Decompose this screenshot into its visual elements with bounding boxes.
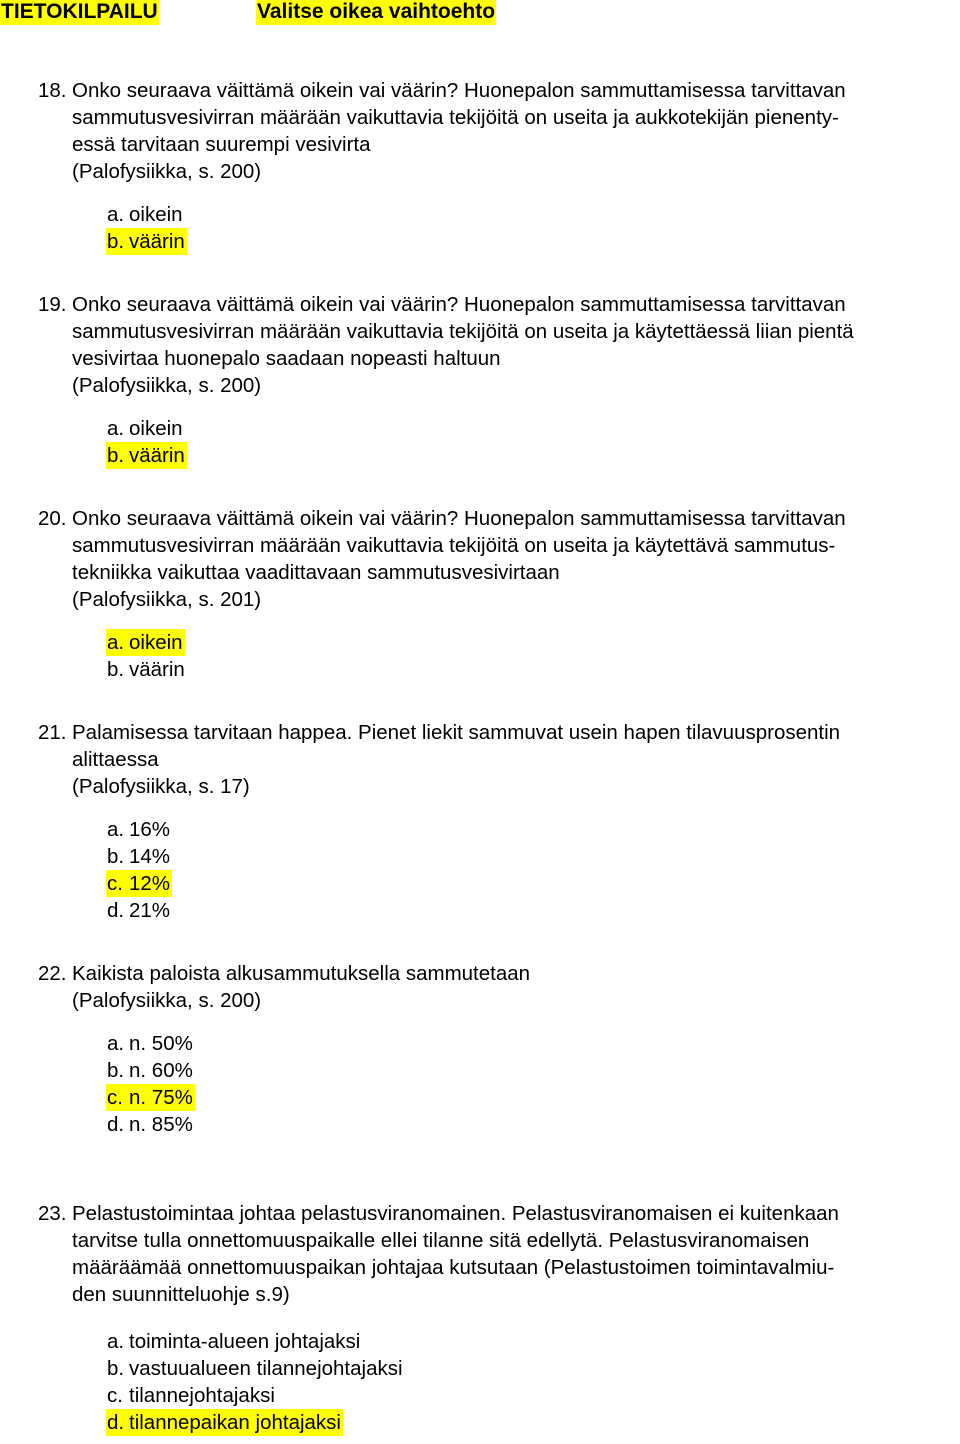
question-source: (Palofysiikka, s. 201) bbox=[72, 588, 262, 611]
question-number: 23. bbox=[38, 1202, 67, 1225]
question-text bbox=[72, 505, 948, 613]
option-text: n. 50% bbox=[129, 1032, 193, 1055]
option-letter: a. bbox=[107, 1032, 125, 1055]
question-line: Kaikista paloista alkusammutuksella sammutetaan bbox=[72, 962, 531, 985]
answer-option[interactable] bbox=[107, 1057, 948, 1084]
document-subtitle: Valitse oikea vaihtoehto bbox=[257, 0, 496, 23]
option-text: 12% bbox=[129, 872, 171, 895]
answer-option-content bbox=[107, 1384, 275, 1407]
option-letter: a. bbox=[107, 417, 125, 440]
question-line: Pelastustoimintaa johtaa pelastusviranomainen. Pelastusviranomaisen ei kuitenkaan bbox=[72, 1202, 839, 1225]
option-letter: b. bbox=[107, 845, 125, 868]
answer-option-content bbox=[107, 1032, 193, 1055]
question-line: Palamisessa tarvitaan happea. Pienet liekit sammuvat usein hapen tilavuusprosentin bbox=[72, 721, 841, 744]
answer-option[interactable] bbox=[107, 870, 948, 897]
answer-option[interactable] bbox=[107, 201, 948, 228]
answer-option-content bbox=[107, 1330, 360, 1353]
option-text: oikein bbox=[129, 631, 183, 654]
answer-option-content bbox=[107, 1357, 403, 1380]
option-text: 16% bbox=[129, 818, 171, 841]
option-text: oikein bbox=[129, 417, 183, 440]
question-line: essä tarvitaan suurempi vesivirta bbox=[72, 133, 371, 156]
question-number: 20. bbox=[38, 507, 67, 530]
question-text bbox=[72, 77, 948, 185]
question-source: (Palofysiikka, s. 200) bbox=[72, 989, 262, 1012]
correct-answer-highlight bbox=[106, 442, 187, 469]
question-19 bbox=[38, 291, 948, 469]
option-text: 21% bbox=[129, 899, 171, 922]
option-letter: a. bbox=[107, 818, 125, 841]
correct-answer-highlight bbox=[106, 1084, 195, 1111]
correct-answer-highlight bbox=[106, 1409, 343, 1436]
option-letter: b. bbox=[107, 1059, 125, 1082]
document-title: TIETOKILPAILU bbox=[1, 0, 158, 23]
option-text: n. 60% bbox=[129, 1059, 193, 1082]
answer-options bbox=[107, 201, 948, 255]
question-number: 19. bbox=[38, 293, 67, 316]
option-text: väärin bbox=[129, 658, 185, 681]
answer-option[interactable] bbox=[107, 656, 948, 683]
option-text: tilannepaikan johtajaksi bbox=[129, 1411, 341, 1434]
answer-option[interactable] bbox=[107, 1382, 948, 1409]
question-text bbox=[72, 960, 948, 1014]
question-text bbox=[72, 719, 948, 800]
question-source: (Palofysiikka, s. 200) bbox=[72, 374, 262, 397]
answer-option[interactable] bbox=[107, 1030, 948, 1057]
option-text: n. 75% bbox=[129, 1086, 193, 1109]
option-text: väärin bbox=[129, 230, 185, 253]
answer-options bbox=[107, 816, 948, 924]
question-line: alittaessa bbox=[72, 748, 159, 771]
question-number: 18. bbox=[38, 79, 67, 102]
answer-option[interactable] bbox=[107, 1111, 948, 1138]
option-letter: a. bbox=[107, 631, 125, 654]
option-letter: d. bbox=[107, 899, 125, 922]
option-letter: b. bbox=[107, 1357, 125, 1380]
question-source: (Palofysiikka, s. 200) bbox=[72, 160, 262, 183]
question-line: Onko seuraava väittämä oikein vai väärin? Huonepalon sammuttamisessa tarvittavan bbox=[72, 293, 846, 316]
answer-option[interactable] bbox=[107, 1084, 948, 1111]
option-text: toiminta-alueen johtajaksi bbox=[129, 1330, 361, 1353]
correct-answer-highlight bbox=[106, 629, 185, 656]
answer-option[interactable] bbox=[107, 228, 948, 255]
answer-option-content bbox=[107, 818, 170, 841]
correct-answer-highlight bbox=[106, 870, 172, 897]
question-number: 22. bbox=[38, 962, 67, 985]
question-number: 21. bbox=[38, 721, 67, 744]
question-22 bbox=[38, 960, 948, 1138]
question-21 bbox=[38, 719, 948, 924]
question-line: sammutusvesivirran määrään vaikuttavia tekijöitä on useita ja käytettävä sammutus- bbox=[72, 534, 836, 557]
question-line: sammutusvesivirran määrään vaikuttavia tekijöitä on useita ja käytettäessä liian pientä bbox=[72, 320, 854, 343]
answer-option[interactable] bbox=[107, 816, 948, 843]
question-line: määräämää onnettomuuspaikan johtajaa kutsutaan (Pelastustoimen toimintavalmiu- bbox=[72, 1256, 835, 1279]
answer-option-content bbox=[107, 899, 170, 922]
question-line: tarvitse tulla onnettomuuspaikalle ellei tilanne sitä edellytä. Pelastusviranomaisen bbox=[72, 1229, 810, 1252]
option-text: vastuualueen tilannejohtajaksi bbox=[129, 1357, 403, 1380]
answer-option[interactable] bbox=[107, 1328, 948, 1355]
answer-option[interactable] bbox=[107, 1355, 948, 1382]
option-letter: c. bbox=[107, 872, 123, 895]
answer-option-content bbox=[107, 1113, 193, 1136]
option-letter: d. bbox=[107, 1113, 125, 1136]
question-20 bbox=[38, 505, 948, 683]
correct-answer-highlight bbox=[106, 228, 187, 255]
question-line: vesivirtaa huonepalo saadaan nopeasti haltuun bbox=[72, 347, 501, 370]
answer-option[interactable] bbox=[107, 629, 948, 656]
answer-options bbox=[107, 629, 948, 683]
question-line: sammutusvesivirran määrään vaikuttavia tekijöitä on useita ja aukkotekijän pienenty- bbox=[72, 106, 839, 129]
answer-option-content bbox=[107, 658, 185, 681]
option-text: väärin bbox=[129, 444, 185, 467]
option-letter: d. bbox=[107, 1411, 125, 1434]
answer-option[interactable] bbox=[107, 1409, 948, 1436]
option-text: 14% bbox=[129, 845, 171, 868]
answer-option-content bbox=[107, 417, 183, 440]
question-line: Onko seuraava väittämä oikein vai väärin? Huonepalon sammuttamisessa tarvittavan bbox=[72, 79, 846, 102]
question-text bbox=[72, 291, 948, 399]
question-source: (Palofysiikka, s. 17) bbox=[72, 775, 250, 798]
option-letter: b. bbox=[107, 230, 125, 253]
answer-options bbox=[107, 1328, 948, 1436]
question-line: tekniikka vaikuttaa vaadittavaan sammutusvesivirtaan bbox=[72, 561, 560, 584]
answer-option[interactable] bbox=[107, 843, 948, 870]
question-23 bbox=[38, 1200, 948, 1436]
option-letter: c. bbox=[107, 1384, 123, 1407]
answer-option-content bbox=[107, 1059, 193, 1082]
page-header bbox=[0, 0, 960, 30]
answer-option[interactable] bbox=[107, 442, 948, 469]
answer-option-content bbox=[107, 203, 183, 226]
answer-options bbox=[107, 415, 948, 469]
question-text bbox=[72, 1200, 948, 1308]
answer-option[interactable] bbox=[107, 415, 948, 442]
answer-options bbox=[107, 1030, 948, 1138]
question-line: den suunnitteluohje s.9) bbox=[72, 1283, 290, 1306]
option-letter: a. bbox=[107, 203, 125, 226]
option-text: n. 85% bbox=[129, 1113, 193, 1136]
option-letter: c. bbox=[107, 1086, 123, 1109]
option-letter: b. bbox=[107, 444, 125, 467]
option-text: tilannejohtajaksi bbox=[129, 1384, 275, 1407]
answer-option[interactable] bbox=[107, 897, 948, 924]
question-line: Onko seuraava väittämä oikein vai väärin? Huonepalon sammuttamisessa tarvittavan bbox=[72, 507, 846, 530]
option-text: oikein bbox=[129, 203, 183, 226]
option-letter: b. bbox=[107, 658, 125, 681]
answer-option-content bbox=[107, 845, 170, 868]
option-letter: a. bbox=[107, 1330, 125, 1353]
question-18 bbox=[38, 77, 948, 255]
